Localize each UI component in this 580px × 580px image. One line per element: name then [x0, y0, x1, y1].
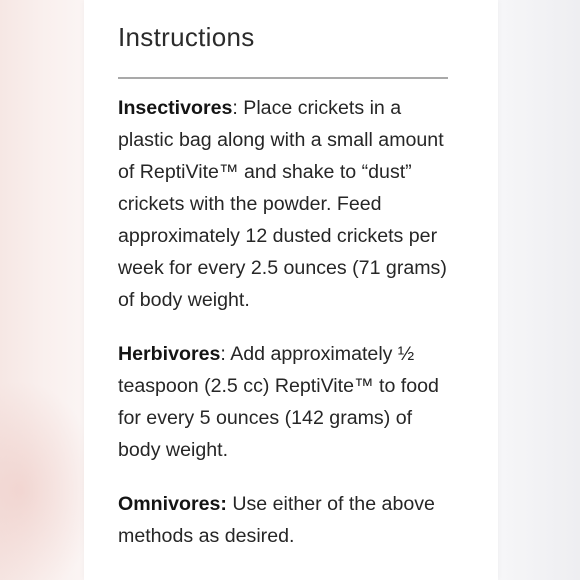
page-title: Instructions [118, 22, 255, 52]
herbivores-text: Add approximately ½ teaspoon (2.5 cc) ReptiVite™ to food for every 5 ounces (142 grams) of body weight. [118, 343, 439, 461]
insectivores-term: Insectivores [118, 97, 233, 119]
instructions-card [84, 0, 498, 580]
omnivores-term: Omnivores: [118, 493, 227, 515]
instructions-body [118, 92, 456, 574]
insectivores-text: Place crickets in a plastic bag along with a small amount of ReptiVite™ and shake to “dust” crickets with the powder. Feed approximately 12 dusted crickets per week for every 2.5 ounces (71 grams) of body weight. [118, 97, 447, 311]
herbivores-term: Herbivores [118, 343, 221, 365]
insectivores-paragraph [118, 92, 456, 316]
omnivores-paragraph [118, 488, 456, 552]
title-divider [118, 77, 448, 79]
herbivores-separator: : [220, 343, 226, 365]
herbivores-paragraph [118, 338, 456, 466]
insectivores-separator: : [232, 97, 238, 119]
omnivores-text: Use either of the above methods as desired. [118, 493, 435, 547]
